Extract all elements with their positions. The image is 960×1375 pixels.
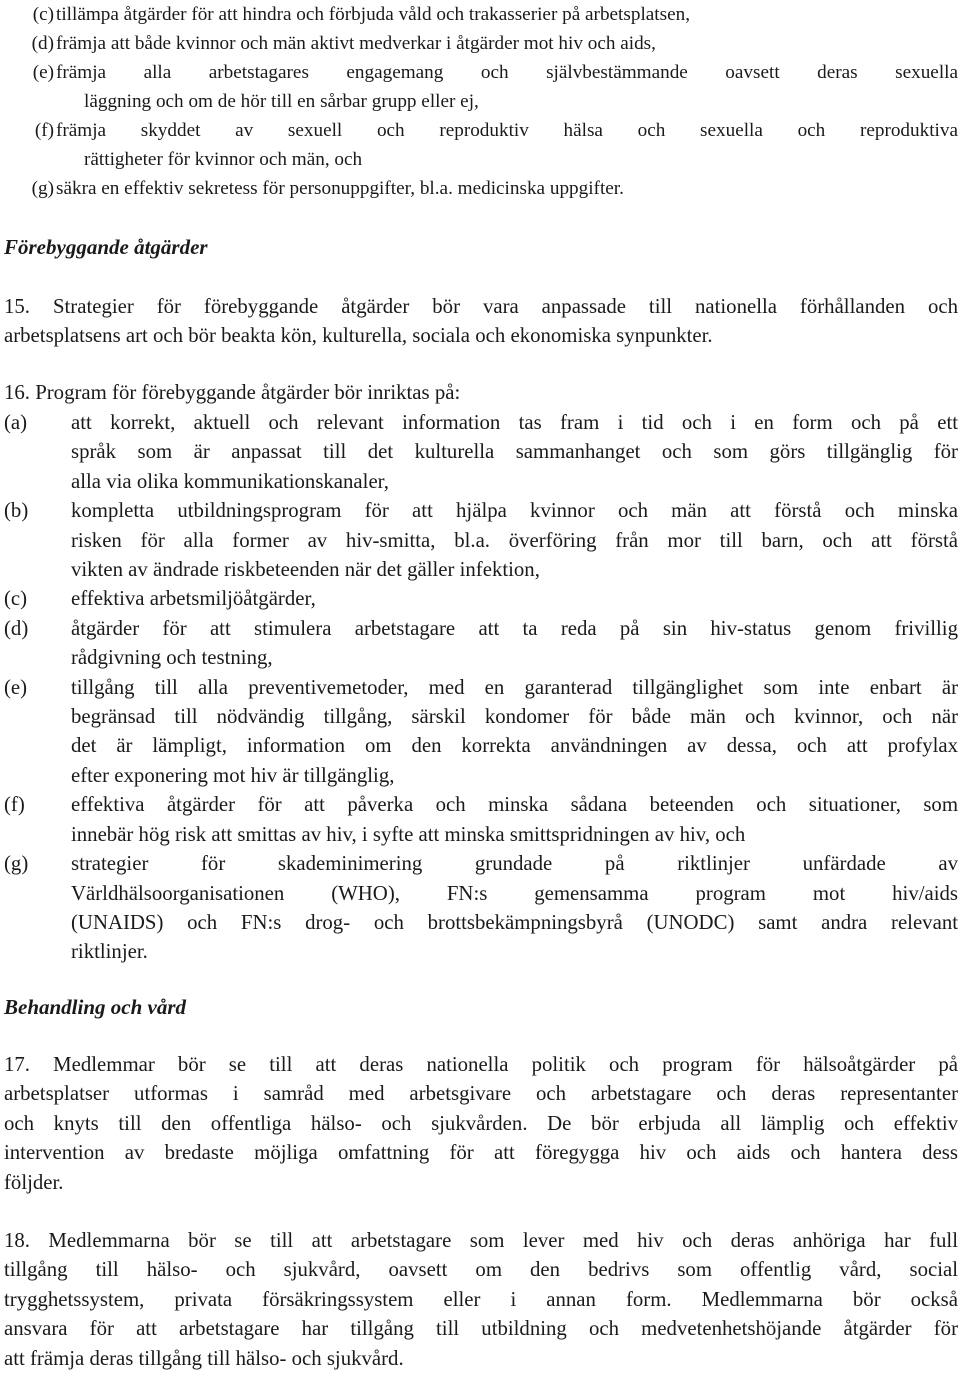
paragraph-line: följder. [4, 1170, 64, 1194]
prevention-program-list [4, 408, 958, 967]
section-heading-prevention: Förebyggande åtgärder [4, 235, 208, 259]
list-item-line: tillgång till alla preventivemetoder, med en garanterad tillgänglighet som inte enbart är [71, 675, 958, 699]
list-item-line: effektiva åtgärder för att påverka och minska sådana beteenden och situationer, som [71, 793, 958, 817]
list-item-label: (f) [4, 793, 25, 817]
list-item-line: rådgivning och testning, [71, 646, 273, 670]
paragraph-16-intro [4, 378, 958, 407]
list-item [4, 174, 958, 203]
list-item-label: (c) [4, 587, 28, 611]
list-item-line: riktlinjer. [71, 940, 148, 964]
list-item-text: främja att både kvinnor och män aktivt medverkar i åtgärder mot hiv och aids, [56, 33, 656, 54]
list-item [4, 58, 958, 87]
paragraph-line: ansvara för att arbetstagare har tillgång till utbildning och medvetenhetshöjande åtgärder för [4, 1317, 958, 1341]
paragraph-line: arbetsplatser utformas i samråd med arbetsgivare och arbetstagare och deras representanter [4, 1082, 958, 1106]
list-item-text [71, 614, 958, 673]
paragraph-line: trygghetssystem, privata försäkringssystem eller i annan form. Medlemmarna bör också [4, 1287, 958, 1311]
paragraph-line: 16. Program för förebyggande åtgärder bör inriktas på: [4, 381, 461, 404]
list-item-label: (f) [34, 120, 54, 141]
list-item-text: tillämpa åtgärder för att hindra och förbjuda våld och trakasserier på arbetsplatsen, [56, 4, 690, 25]
list-item-continuation: läggning och om de hör till en sårbar grupp eller ej, [84, 91, 479, 112]
list-item-text [71, 408, 958, 496]
list-item-label: (a) [4, 411, 28, 434]
list-item [4, 408, 958, 496]
list-item-label: (c) [32, 4, 54, 25]
rights-list [4, 0, 958, 203]
list-item-label: (g) [31, 178, 54, 199]
list-item-text [71, 496, 958, 584]
list-item [4, 0, 958, 29]
list-item-line: alla via olika kommunikationskanaler, [71, 469, 389, 493]
list-item-line: att korrekt, aktuell och relevant information tas fram i tid och i en form och på ett [71, 411, 958, 434]
paragraph-18 [4, 1226, 958, 1373]
list-item [4, 116, 958, 145]
list-item-text [71, 849, 958, 967]
paragraph-15 [4, 292, 958, 351]
list-item-line: kompletta utbildningsprogram för att hjälpa kvinnor och män att förstå och minska [71, 499, 958, 523]
paragraph-line: 15. Strategier för förebyggande åtgärder bör vara anpassade till nationella förhållanden och [4, 295, 958, 318]
paragraph-17 [4, 1050, 958, 1197]
list-item-continuation: rättigheter för kvinnor och män, och [84, 149, 363, 170]
paragraph-line: tillgång till hälso- och sjukvård, oavsett om den bedrivs som offentlig vård, social [4, 1258, 958, 1282]
paragraph-line: att främja deras tillgång till hälso- och sjukvård. [4, 1346, 404, 1370]
list-item-line: strategier för skademinimering grundade på riktlinjer unfärdade av [71, 852, 958, 876]
list-item-line: Världhälsoorganisationen (WHO), FN:s gemensamma program mot hiv/aids [71, 881, 958, 905]
list-item-line: främja skyddet av sexuell och reproduktiv hälsa och sexuella och reproduktiva [56, 120, 958, 141]
list-item [4, 496, 958, 584]
list-item-label: (d) [31, 33, 54, 54]
list-item-label: (g) [4, 852, 29, 876]
list-item [4, 614, 958, 673]
section-heading-treatment: Behandling och vård [4, 995, 187, 1019]
list-item-line: risken för alla former av hiv-smitta, bl.a. överföring från mor till barn, och att förstå [71, 528, 958, 552]
list-item [4, 849, 958, 967]
list-item-line: innebär hög risk att smittas av hiv, i syfte att minska smittspridningen av hiv, och [71, 822, 746, 846]
list-item-label: (d) [4, 616, 29, 640]
list-item-label: (e) [32, 62, 54, 83]
list-item-line: språk som är anpassat till det kulturella sammanhanget och som görs tillgänglig för [71, 440, 958, 464]
list-item [4, 584, 958, 613]
list-item-label: (b) [4, 499, 29, 523]
paragraph-line: 17. Medlemmar bör se till att deras nationella politik och program för hälsoåtgärder på [4, 1053, 958, 1076]
list-item-text [71, 584, 958, 613]
paragraph-line: arbetsplatsens art och bör beakta kön, kulturella, sociala och ekonomiska synpunkter. [4, 324, 713, 348]
list-item [4, 673, 958, 791]
list-item-text [71, 673, 958, 791]
paragraph-line: och knyts till den offentliga hälso- och sjukvården. De bör erbjuda all lämplig och effektiv [4, 1111, 958, 1135]
list-item-line: efter exponering mot hiv är tillgänglig, [71, 763, 395, 787]
list-item-line: det är lämpligt, information om den korrekta användningen av dessa, och att profylax [71, 734, 958, 758]
list-item-text [56, 58, 958, 87]
list-item-text [56, 116, 958, 145]
list-item-text: säkra en effektiv sekretess för personuppgifter, bl.a. medicinska uppgifter. [56, 178, 624, 199]
paragraph-line: intervention av bredaste möjliga omfattning för att föregygga hiv och aids och hantera dess [4, 1141, 958, 1165]
list-item [4, 29, 958, 58]
list-item-line: åtgärder för att stimulera arbetstagare att ta reda på sin hiv-status genom frivillig [71, 616, 958, 640]
list-item-line: främja alla arbetstagares engagemang och självbestämmande oavsett deras sexuella [56, 62, 958, 83]
list-item-label: (e) [4, 675, 28, 699]
paragraph-line: 18. Medlemmarna bör se till att arbetstagare som lever med hiv och deras anhöriga har full [4, 1229, 958, 1252]
list-item-line: begränsad till nödvändig tillgång, särskil kondomer för både män och kvinnor, och när [71, 705, 958, 729]
list-item-text [71, 790, 958, 849]
list-item [4, 790, 958, 849]
list-item-line: vikten av ändrade riskbeteenden när det gäller infektion, [71, 558, 540, 582]
list-item-line: effektiva arbetsmiljöåtgärder, [71, 587, 316, 611]
list-item-line: (UNAIDS) och FN:s drog- och brottsbekämpningsbyrå (UNODC) samt andra relevant [71, 910, 958, 934]
